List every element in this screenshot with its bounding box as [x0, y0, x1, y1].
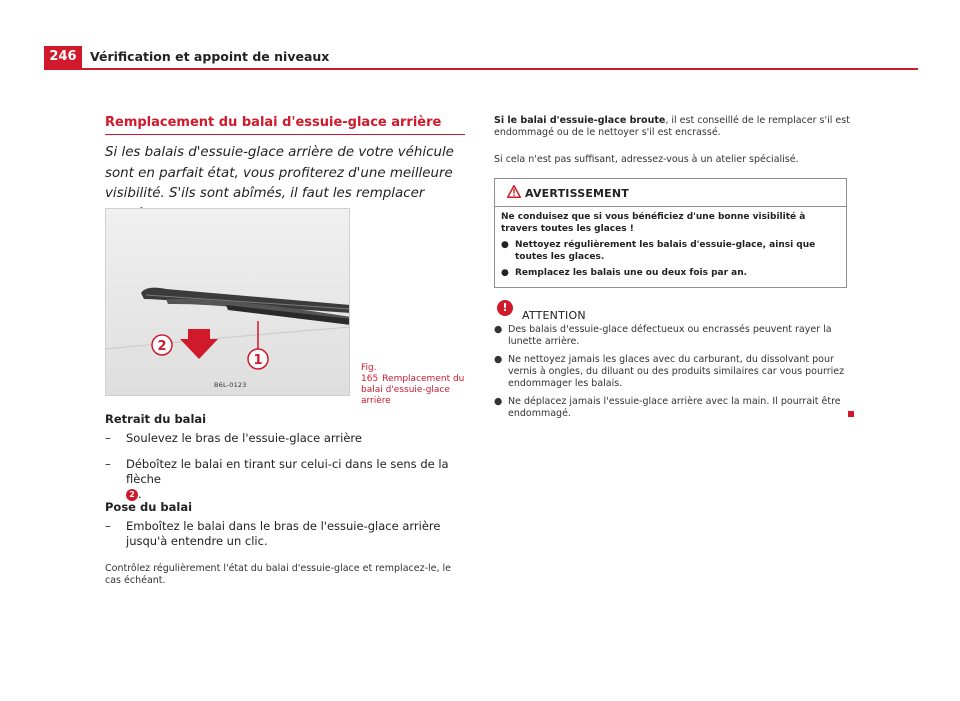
attention-bullet-3-text: Ne déplacez jamais l'essuie-glace arrière avec la main. Il pourrait être endommagé. — [508, 396, 841, 419]
install-step-1-text: Emboîtez le balai dans le bras de l'essuie-glace arrière jusqu'à entendre un clic. — [126, 519, 441, 548]
removal-step-1 — [105, 431, 465, 446]
right-paragraph-2: Si cela n'est pas suffisant, adressez-vous à un atelier spécialisé. — [494, 154, 799, 165]
warning-triangle-icon — [507, 185, 521, 198]
removal-step-2-text — [126, 457, 465, 502]
figure-code: B6L-0123 — [214, 381, 247, 389]
removal-step-2-end: . — [138, 487, 142, 501]
right-paragraph-1 — [494, 115, 854, 139]
attention-bullet-3: ● Ne déplacez jamais l'essuie-glace arrière avec la main. Il pourrait être endommagé. — [494, 396, 841, 419]
section-title: Remplacement du balai d'essuie-glace arrière — [105, 115, 442, 130]
page-number: 246 — [44, 46, 82, 68]
section-end-marker — [848, 411, 854, 417]
install-heading: Pose du balai — [105, 500, 193, 514]
removal-step-2 — [105, 457, 465, 502]
install-step-1 — [105, 519, 465, 549]
warning-bullet-2: ● Remplacez les balais une ou deux fois par an. — [501, 268, 748, 278]
right-paragraph-1-bold: Si le balai d'essuie-glace broute — [494, 115, 666, 126]
attention-bullet-2-text: Ne nettoyez jamais les glaces avec du carburant, du dissolvant pour vernis à ongles, du diluant ou des produits similaires car vous pourriez endommager les balais. — [508, 354, 845, 389]
removal-step-2-body: Déboîtez le balai en tirant sur celui-ci dans le sens de la flèche — [126, 457, 449, 486]
warning-title: AVERTISSEMENT — [525, 187, 630, 200]
chapter-title: Vérification et appoint de niveaux — [90, 49, 330, 64]
attention-bullet-1: ● Des balais d'essuie-glace défectueux ou encrassés peuvent rayer la lunette arrière. — [494, 324, 832, 347]
warning-intro: Ne conduisez que si vous bénéficiez d'une bonne visibilité à travers toutes les glaces ! — [501, 212, 806, 234]
list-dash: – — [105, 431, 111, 445]
warning-bullet-1-text: Nettoyez régulièrement les balais d'essuie-glace, ainsi que toutes les glaces. — [515, 240, 816, 262]
warning-bullet-1: ● Nettoyez régulièrement les balais d'essuie-glace, ainsi que toutes les glaces. — [501, 240, 816, 262]
warning-header — [495, 179, 846, 207]
callout-ref-2: 2 — [126, 489, 138, 501]
right-paragraph-1-rest: , il est conseillé de le remplacer s'il est endommagé ou de le nettoyer s'il est encrassé. — [494, 115, 850, 138]
figure-caption-label: Fig. 165 — [361, 363, 379, 384]
attention-title: ATTENTION — [522, 309, 586, 322]
section-intro: Si les balais d'essuie-glace arrière de votre véhicule sont en parfait état, vous profiterez d'une meilleure visibilité. S'ils sont abîmés, il faut les remplacer — [105, 145, 454, 201]
list-dash: – — [105, 457, 111, 471]
header-rule — [44, 68, 918, 70]
attention-bullet-2: ● Ne nettoyez jamais les glaces avec du carburant, du dissolvant pour vernis à ongles, du diluant ou des produits similaires car vous pourriez endommager les balais. — [494, 354, 845, 389]
figure-caption-text: Remplacement du balai d'essuie-glace arrière — [361, 374, 465, 406]
attention-body — [494, 324, 854, 426]
callout-2: 2 — [157, 339, 167, 354]
list-dash: – — [105, 519, 111, 533]
warning-box — [494, 178, 847, 288]
maintenance-note: Contrôlez régulièrement l'état du balai d'essuie-glace et remplacez-le, le cas échéant. — [105, 563, 452, 586]
removal-step-1-text: Soulevez le bras de l'essuie-glace arrière — [126, 431, 362, 445]
wiper-illustration — [106, 209, 350, 396]
callout-1: 1 — [253, 353, 263, 368]
figure-caption — [361, 363, 466, 407]
warning-body — [501, 212, 841, 285]
attention-bullet-1-text: Des balais d'essuie-glace défectueux ou encrassés peuvent rayer la lunette arrière. — [508, 324, 832, 347]
removal-heading: Retrait du balai — [105, 412, 207, 426]
wiper-figure — [105, 208, 350, 396]
section-rule — [105, 134, 465, 135]
exclamation-circle-icon: ! — [497, 300, 513, 316]
warning-bullet-2-text: Remplacez les balais une ou deux fois par an. — [515, 268, 748, 278]
